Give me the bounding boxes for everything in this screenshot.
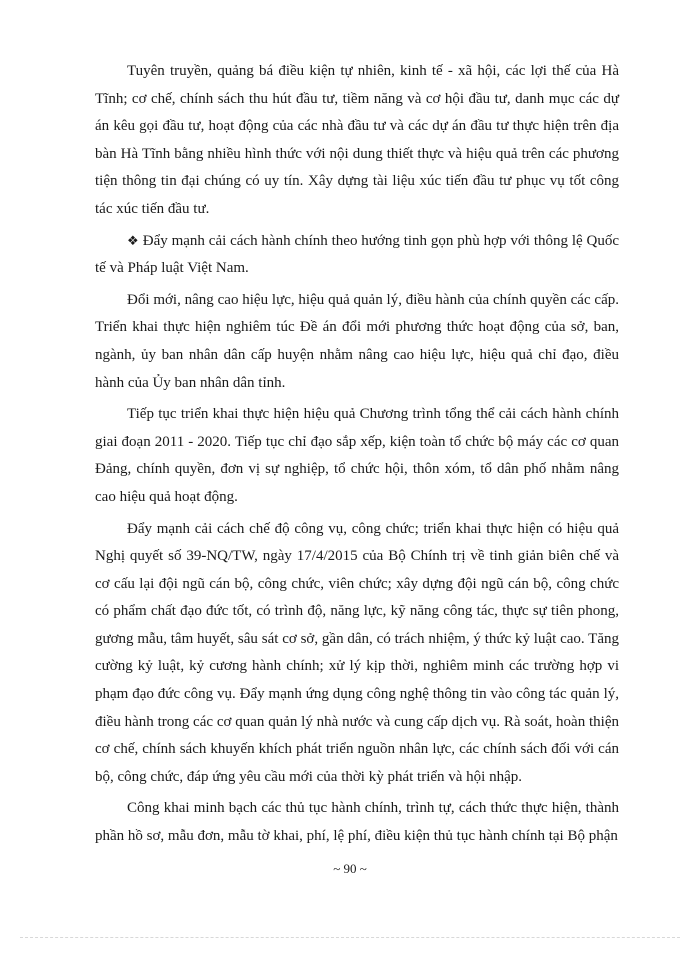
document-body: [95, 58, 619, 855]
diamond-bullet-icon: ❖: [127, 233, 139, 249]
bullet-heading-admin-reform: [95, 228, 619, 283]
bullet-heading-text: Đẩy mạnh cải cách hành chính theo hướng tinh gọn phù hợp với thông lệ Quốc tế và Pháp luật Việt Nam.: [95, 232, 620, 277]
paragraph-civil-service-reform: Đẩy mạnh cải cách chế độ công vụ, công chức; triển khai thực hiện có hiệu quả Nghị quyết số 39-NQ/TW, ngày 17/4/2015 của Bộ Chính trị về tinh giản biên chế và cơ cấu lại đội ngũ cán bộ, công chức, viên chức; xây dựng đội ngũ cán bộ, công chức có phẩm chất đạo đức tốt, có trình độ, năng lực, kỹ năng công tác, thực sự tiên phong, gương mẫu, tâm huyết, sâu sát cơ sở, gần dân, có trách nhiệm, ý thức kỷ luật cao. Tăng cường kỷ luật, kỷ cương hành chính; xử lý kịp thời, nghiêm minh các trường hợp vi phạm đạo đức công vụ. Đẩy mạnh ứng dụng công nghệ thông tin vào công tác quản lý, điều hành trong các cơ quan quản lý nhà nước và cung cấp dịch vụ. Rà soát, hoàn thiện cơ chế, chính sách khuyến khích phát triển nguồn nhân lực, các chính sách đối với cán bộ, công chức, đáp ứng yêu cầu mới của thời kỳ phát triển và hội nhập.: [95, 520, 619, 785]
paragraph-procedure-transparency: Công khai minh bạch các thủ tục hành chính, trình tự, cách thức thực hiện, thành phần hồ sơ, mẫu đơn, mẫu tờ khai, phí, lệ phí, điều kiện thủ tục hành chính tại Bộ phận: [95, 800, 619, 845]
paragraph-governance-innovation: Đổi mới, nâng cao hiệu lực, hiệu quả quản lý, điều hành của chính quyền các cấp. Triển khai thực hiện nghiêm túc Đề án đổi mới phương thức hoạt động của sở, ban, ngành, ủy ban nhân dân cấp huyện nhằm nâng cao hiệu lực, hiệu quả chỉ đạo, điều hành của Ủy ban nhân dân tỉnh.: [95, 291, 619, 391]
page-bottom-divider: [20, 937, 680, 938]
page-number: ~ 90 ~: [333, 861, 367, 876]
paragraph-reform-program: Tiếp tục triển khai thực hiện hiệu quả Chương trình tổng thể cải cách hành chính giai đoạn 2011 - 2020. Tiếp tục chỉ đạo sắp xếp, kiện toàn tổ chức bộ máy các cơ quan Đảng, chính quyền, đơn vị sự nghiệp, tổ chức hội, thôn xóm, tổ dân phố nhằm nâng cao hiệu quả hoạt động.: [95, 406, 619, 505]
paragraph-investment-promotion: Tuyên truyền, quảng bá điều kiện tự nhiên, kinh tế - xã hội, các lợi thế của Hà Tĩnh; cơ chế, chính sách thu hút đầu tư, tiềm năng và cơ hội đầu tư, danh mục các dự án kêu gọi đầu tư, hoạt động của các nhà đầu tư và các dự án đầu tư thực hiện trên địa bàn Hà Tĩnh bằng nhiều hình thức với nội dung thiết thực và hiệu quả trên các phương tiện thông tin đại chúng có uy tín. Xây dựng tài liệu xúc tiến đầu tư phục vụ tốt công tác xúc tiến đầu tư.: [95, 63, 619, 217]
